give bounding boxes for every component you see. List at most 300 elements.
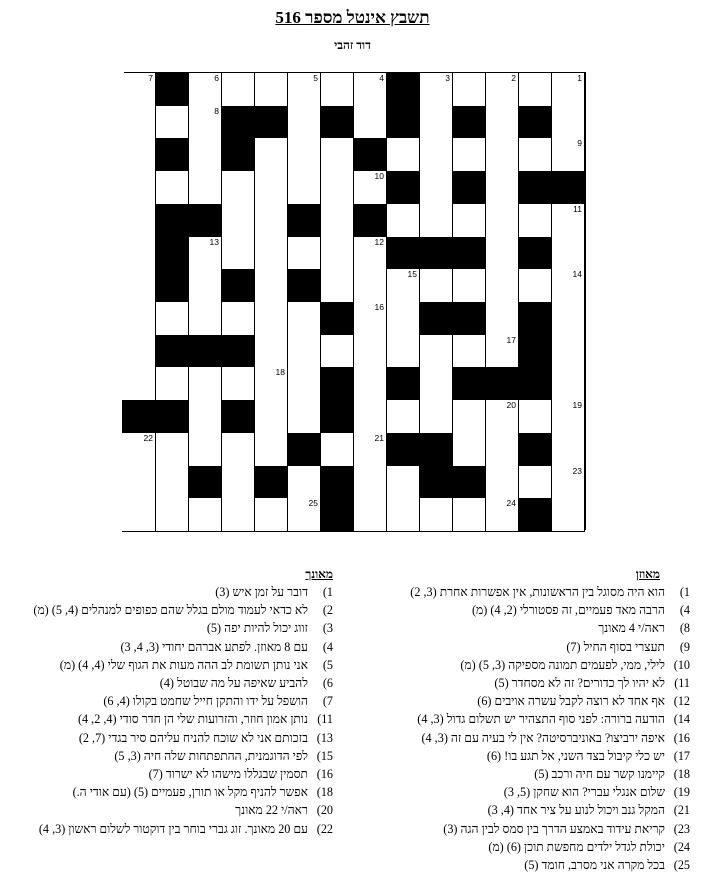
grid-cell[interactable]	[485, 433, 519, 467]
clue-number: 4)	[679, 603, 690, 618]
grid-cell[interactable]	[122, 367, 156, 401]
clue-number: 11	[573, 203, 582, 214]
grid-cell[interactable]	[485, 269, 519, 303]
grid-cell[interactable]	[452, 138, 486, 172]
grid-cell[interactable]	[287, 367, 321, 401]
black-square	[518, 335, 552, 369]
grid-cell[interactable]	[485, 335, 519, 369]
black-square	[320, 106, 354, 140]
black-square	[221, 400, 255, 434]
across-clue-list	[410, 583, 690, 874]
grid-cell[interactable]	[188, 367, 222, 401]
grid-cell[interactable]	[419, 269, 453, 303]
grid-cell[interactable]	[551, 237, 585, 271]
grid-cell[interactable]	[452, 498, 486, 532]
grid-cell[interactable]	[122, 106, 156, 140]
black-square	[122, 400, 156, 434]
black-square	[518, 367, 552, 401]
clue-number: 2)	[322, 603, 333, 618]
grid-cell[interactable]	[320, 433, 354, 467]
down-clue	[33, 601, 333, 619]
black-square	[452, 302, 486, 336]
clue-text: איפה ירביצו? באוניברסיטה? אין לי בעיה עם זה (3, 4)	[421, 730, 668, 745]
clue-number: 14)	[673, 712, 690, 727]
clue-number: 12	[374, 236, 384, 247]
black-square	[287, 269, 321, 303]
grid-cell[interactable]	[188, 73, 222, 107]
clue-number: 1	[577, 73, 582, 83]
grid-cell[interactable]	[287, 400, 321, 434]
grid-cell[interactable]	[122, 237, 156, 271]
grid-cell[interactable]	[287, 106, 321, 140]
clue-number: 25	[308, 498, 318, 509]
grid-cell[interactable]	[188, 433, 222, 467]
black-square	[287, 433, 321, 467]
grid-cell[interactable]	[287, 302, 321, 336]
down-clue	[33, 820, 333, 838]
clue-text: שלום אנגלי עברי? הוא שחקן (5, 3)	[503, 785, 668, 800]
clue-number: 18)	[673, 767, 690, 782]
grid-cell[interactable]	[188, 171, 222, 205]
grid-cell[interactable]	[518, 466, 552, 500]
grid-cell[interactable]	[320, 335, 354, 369]
grid-cell[interactable]	[452, 269, 486, 303]
grid-cell[interactable]	[122, 466, 156, 500]
clue-number: 9)	[679, 639, 690, 654]
down-clue	[33, 747, 333, 765]
grid-cell[interactable]	[518, 73, 552, 107]
black-square	[221, 106, 255, 140]
grid-cell[interactable]	[353, 367, 387, 401]
grid-cell[interactable]	[221, 171, 255, 205]
clue-text: המקל גנב ויכול לנוע על ציר אחד (4, 3)	[487, 803, 668, 818]
grid-cell[interactable]	[221, 204, 255, 238]
grid-cell[interactable]	[221, 302, 255, 336]
grid-cell[interactable]	[386, 204, 420, 238]
clue-number: 23	[572, 465, 582, 476]
grid-cell[interactable]	[485, 138, 519, 172]
clue-number: 8)	[679, 621, 690, 636]
clue-text: נותן אמון חוזר, והזרועות שלי הן חדר סודי (4, 2, 4)	[77, 712, 311, 727]
grid-cell[interactable]	[353, 498, 387, 532]
grid-cell[interactable]	[320, 138, 354, 172]
grid-cell[interactable]	[485, 204, 519, 238]
black-square	[386, 237, 420, 271]
across-clue	[410, 674, 690, 692]
black-square	[353, 138, 387, 172]
grid-cell[interactable]	[386, 335, 420, 369]
clue-number: 6	[214, 73, 219, 83]
grid-cell[interactable]	[287, 498, 321, 532]
grid-cell[interactable]	[254, 138, 288, 172]
clue-text: הודעה ברורה: לפני סוף התצהיר יש תשלום גדול (3, 4)	[417, 712, 668, 727]
clue-text: תסמין שבגללו מישהו לא ישרוד (7)	[148, 767, 311, 782]
grid-cell[interactable]	[386, 400, 420, 434]
grid-cell[interactable]	[353, 73, 387, 107]
clue-text: עם 8 מאוזן. לפתע אברהם יחודי (3, 4, 3)	[120, 639, 311, 654]
grid-cell[interactable]	[386, 269, 420, 303]
grid-cell[interactable]	[320, 171, 354, 205]
grid-cell[interactable]	[155, 498, 189, 532]
down-clue	[33, 801, 333, 819]
clue-number: 2	[511, 73, 516, 83]
grid-cell[interactable]	[353, 237, 387, 271]
clue-number: 22	[143, 432, 153, 443]
down-clue	[33, 638, 333, 656]
black-square	[518, 498, 552, 532]
grid-cell[interactable]	[485, 466, 519, 500]
grid-cell[interactable]	[122, 498, 156, 532]
black-square	[386, 367, 420, 401]
black-square	[452, 466, 486, 500]
grid-cell[interactable]	[386, 498, 420, 532]
clue-number: 1)	[679, 585, 690, 599]
grid-cell[interactable]	[122, 335, 156, 369]
clue-text: ראה/י 22 מאונך	[235, 803, 311, 818]
black-square	[254, 106, 288, 140]
puzzle-title: תשבץ אינטל מספר 516	[275, 8, 430, 27]
black-square	[452, 106, 486, 140]
black-square	[188, 335, 222, 369]
clue-number: 14	[572, 269, 582, 280]
grid-cell[interactable]	[518, 138, 552, 172]
black-square	[551, 171, 585, 205]
across-clue	[410, 583, 690, 601]
grid-cell[interactable]	[188, 302, 222, 336]
grid-cell[interactable]	[452, 204, 486, 238]
down-clue	[33, 710, 333, 728]
clue-text: לא יהיו לך כדורים? זה לא מסחדר (5)	[494, 676, 668, 691]
grid-cell[interactable]	[155, 302, 189, 336]
down-clue	[33, 765, 333, 783]
clue-number: 1)	[322, 585, 333, 599]
grid-cell[interactable]	[419, 106, 453, 140]
grid-cell[interactable]	[353, 269, 387, 303]
clue-text: בזכותם אני לא שוכח להניח עליהם סיר בגדי (7, 2)	[78, 730, 311, 745]
grid-cell[interactable]	[254, 171, 288, 205]
grid-cell[interactable]	[320, 237, 354, 271]
clue-text: הושפל על ידו והתקן חייל שחמט בקולו (4, 6)	[103, 694, 311, 709]
grid-cell[interactable]	[419, 171, 453, 205]
grid-cell[interactable]	[188, 138, 222, 172]
grid-cell[interactable]	[254, 269, 288, 303]
clue-number: 16	[374, 302, 384, 312]
grid-cell[interactable]	[320, 269, 354, 303]
grid-cell[interactable]	[551, 498, 585, 532]
clue-text: יכולת לגדל ילדים מחפשת תוכן (6) (מ)	[488, 839, 668, 854]
clue-number: 4	[379, 73, 384, 83]
grid-cell[interactable]	[254, 498, 288, 532]
grid-cell[interactable]	[419, 335, 453, 369]
grid-cell[interactable]	[287, 237, 321, 271]
clue-number: 21	[374, 432, 384, 443]
grid-cell[interactable]	[386, 466, 420, 500]
across-clue	[410, 856, 690, 874]
down-clue	[33, 729, 333, 747]
grid-cell[interactable]	[419, 73, 453, 107]
clue-number: 5	[313, 73, 318, 83]
grid-cell[interactable]	[551, 335, 585, 369]
grid-cell[interactable]	[122, 171, 156, 205]
grid-cell[interactable]	[551, 73, 585, 107]
grid-cell[interactable]	[122, 433, 156, 467]
grid-cell[interactable]	[386, 138, 420, 172]
grid-cell[interactable]	[485, 302, 519, 336]
black-square	[155, 138, 189, 172]
grid-cell[interactable]	[485, 498, 519, 532]
black-square	[221, 269, 255, 303]
grid-cell[interactable]	[485, 400, 519, 434]
black-square	[452, 367, 486, 401]
grid-cell[interactable]	[353, 106, 387, 140]
grid-cell[interactable]	[551, 367, 585, 401]
clue-text: הרבה מאד פעמיים, זה פסטורלי (2, 4) (מ)	[472, 603, 668, 618]
clue-number: 25)	[673, 858, 690, 873]
black-square	[221, 335, 255, 369]
black-square	[353, 204, 387, 238]
grid-cell[interactable]	[287, 73, 321, 107]
clue-text: זווג יכול להיות יפה (5)	[206, 621, 311, 636]
clue-text: הוא היה מסוגל בין הראשונות, אין אפשרות אחרת (3, 2)	[410, 585, 668, 599]
black-square	[419, 433, 453, 467]
across-clue	[410, 783, 690, 801]
grid-cell[interactable]	[551, 204, 585, 238]
clue-number: 20)	[316, 803, 333, 818]
down-clue	[33, 583, 333, 601]
black-square	[518, 433, 552, 467]
grid-cell[interactable]	[551, 269, 585, 303]
down-clue	[33, 783, 333, 801]
grid-cell[interactable]	[551, 466, 585, 500]
grid-cell[interactable]	[221, 466, 255, 500]
grid-cell[interactable]	[452, 335, 486, 369]
clue-number: 23)	[673, 821, 690, 836]
grid-cell[interactable]	[320, 73, 354, 107]
down-clue	[33, 674, 333, 692]
grid-cell[interactable]	[122, 204, 156, 238]
black-square	[386, 433, 420, 467]
black-square	[518, 237, 552, 271]
grid-cell[interactable]	[386, 302, 420, 336]
clue-number: 9	[577, 138, 582, 149]
clue-number: 19)	[673, 785, 690, 800]
grid-cell[interactable]	[254, 335, 288, 369]
black-square	[320, 400, 354, 434]
black-square	[320, 498, 354, 532]
grid-cell[interactable]	[188, 400, 222, 434]
grid-cell[interactable]	[353, 400, 387, 434]
grid-cell[interactable]	[188, 498, 222, 532]
clue-number: 3	[445, 73, 450, 83]
down-clue	[33, 656, 333, 674]
grid-cell[interactable]	[221, 498, 255, 532]
clue-text: אף אחד לא רוצה לקבל עשרה אויבים (6)	[477, 694, 668, 709]
clue-text: קיימנו קשר עם חיה ורכב (5)	[534, 767, 668, 782]
black-square	[155, 400, 189, 434]
grid-cell[interactable]	[254, 204, 288, 238]
down-clue-list	[33, 583, 333, 838]
grid-cell[interactable]	[551, 302, 585, 336]
clue-number: 8	[214, 105, 219, 116]
clue-text: להביע שאיפה על מה שבוטל (4)	[159, 676, 311, 691]
clue-text: לפי הדוגמנית, ההתפתחות שלה חיה (3, 5)	[114, 748, 311, 763]
clue-number: 6)	[322, 676, 333, 691]
grid-cell[interactable]	[353, 302, 387, 336]
grid-cell[interactable]	[254, 400, 288, 434]
clue-number: 18)	[316, 785, 333, 800]
grid-cell[interactable]	[485, 73, 519, 107]
clue-number: 15	[407, 269, 417, 280]
grid-cell[interactable]	[419, 400, 453, 434]
grid-cell[interactable]	[353, 335, 387, 369]
clue-number: 13)	[316, 730, 333, 745]
clue-number: 10	[374, 171, 384, 182]
clue-number: 7	[148, 73, 153, 83]
grid-cell[interactable]	[155, 466, 189, 500]
grid-cell[interactable]	[551, 400, 585, 434]
grid-cell[interactable]	[551, 106, 585, 140]
grid-cell[interactable]	[320, 204, 354, 238]
grid-cell[interactable]	[551, 138, 585, 172]
grid-cell[interactable]	[122, 138, 156, 172]
clue-text: קריאת עידוד באמצע הדרך בין סמס לבין הגה (3)	[443, 821, 668, 836]
clue-number: 22)	[316, 821, 333, 836]
black-square	[287, 204, 321, 238]
grid-cell[interactable]	[254, 237, 288, 271]
black-square	[518, 106, 552, 140]
grid-cell[interactable]	[452, 400, 486, 434]
black-square	[320, 367, 354, 401]
black-square	[155, 204, 189, 238]
black-square	[452, 237, 486, 271]
black-square	[386, 171, 420, 205]
clue-text: לילי, ממי, לפעמים תמונה מספיקה (3, 5) (מ)	[460, 657, 668, 672]
grid-cell[interactable]	[122, 269, 156, 303]
clue-number: 17	[506, 334, 516, 345]
black-square	[419, 466, 453, 500]
black-square	[320, 466, 354, 500]
grid-cell[interactable]	[518, 269, 552, 303]
clue-number: 21)	[673, 803, 690, 818]
clue-number: 16)	[316, 767, 333, 782]
black-square	[188, 204, 222, 238]
puzzle-author: דוד זהבי	[334, 38, 371, 52]
black-square	[518, 171, 552, 205]
across-heading: מאוזן	[635, 567, 660, 581]
grid-cell[interactable]	[485, 171, 519, 205]
across-clue	[410, 710, 690, 728]
grid-cell[interactable]	[155, 106, 189, 140]
across-clue	[410, 765, 690, 783]
grid-cell[interactable]	[221, 433, 255, 467]
clue-text: עם 20 מאונך. זוג גברי בוחר בין דוקטור לשלום ראשון (3, 4)	[38, 821, 311, 836]
across-clue	[410, 747, 690, 765]
grid-cell[interactable]	[155, 171, 189, 205]
clue-number: 19	[572, 400, 582, 411]
grid-cell[interactable]	[287, 138, 321, 172]
grid-cell[interactable]	[221, 237, 255, 271]
grid-cell[interactable]	[221, 73, 255, 107]
clue-number: 11)	[317, 712, 333, 727]
clue-text: בכל מקרה אני מסרב, חומד (5)	[524, 858, 668, 873]
grid-cell[interactable]	[353, 171, 387, 205]
grid-cell[interactable]	[419, 367, 453, 401]
grid-cell[interactable]	[452, 73, 486, 107]
clue-number: 5)	[322, 657, 333, 672]
grid-cell[interactable]	[452, 433, 486, 467]
clue-number: 11)	[674, 676, 690, 691]
clue-number: 12)	[673, 694, 690, 709]
grid-cell[interactable]	[155, 433, 189, 467]
grid-cell[interactable]	[485, 237, 519, 271]
across-clue	[410, 656, 690, 674]
black-square	[320, 302, 354, 336]
grid-cell[interactable]	[551, 433, 585, 467]
grid-cell[interactable]	[419, 204, 453, 238]
grid-cell[interactable]	[188, 237, 222, 271]
grid-cell[interactable]	[287, 171, 321, 205]
clue-text: דובר על זמן איש (3)	[215, 585, 311, 599]
clue-text: לא כדאי לעמוד מולם בגלל שהם כפופים למנהלים (4, 5) (מ)	[33, 603, 311, 618]
clue-number: 20	[506, 400, 516, 411]
clue-text: תעצרי בסוף החיל (7)	[566, 639, 668, 654]
black-square	[452, 171, 486, 205]
across-clue	[410, 692, 690, 710]
grid-cell[interactable]	[419, 498, 453, 532]
black-square	[188, 466, 222, 500]
grid-cell[interactable]	[254, 73, 288, 107]
crossword-grid	[124, 72, 586, 530]
black-square	[419, 237, 453, 271]
clue-number: 4)	[322, 639, 333, 654]
grid-cell[interactable]	[287, 335, 321, 369]
grid-cell[interactable]	[419, 138, 453, 172]
grid-cell[interactable]	[122, 73, 156, 107]
across-clue	[410, 820, 690, 838]
across-clue	[410, 838, 690, 856]
grid-cell[interactable]	[254, 302, 288, 336]
grid-cell[interactable]	[122, 302, 156, 336]
grid-cell[interactable]	[221, 367, 255, 401]
grid-cell[interactable]	[518, 400, 552, 434]
black-square	[155, 237, 189, 271]
grid-cell[interactable]	[485, 106, 519, 140]
clue-text: ראה/י 4 מאונך	[598, 621, 668, 636]
grid-cell[interactable]	[254, 367, 288, 401]
clue-number: 7)	[322, 694, 333, 709]
grid-cell[interactable]	[518, 204, 552, 238]
black-square	[221, 138, 255, 172]
grid-cell[interactable]	[188, 269, 222, 303]
black-square	[419, 302, 453, 336]
across-clue	[410, 601, 690, 619]
across-clue	[410, 638, 690, 656]
across-clue	[410, 619, 690, 637]
grid-cell[interactable]	[353, 433, 387, 467]
grid-cell[interactable]	[155, 367, 189, 401]
grid-cell[interactable]	[353, 466, 387, 500]
black-square	[254, 466, 288, 500]
down-clue	[33, 692, 333, 710]
clue-number: 3)	[322, 621, 333, 636]
grid-cell[interactable]	[188, 106, 222, 140]
clue-number: 16)	[673, 730, 690, 745]
grid-cell[interactable]	[254, 433, 288, 467]
clue-number: 24	[506, 498, 516, 509]
black-square	[386, 106, 420, 140]
black-square	[155, 269, 189, 303]
grid-cell[interactable]	[287, 466, 321, 500]
